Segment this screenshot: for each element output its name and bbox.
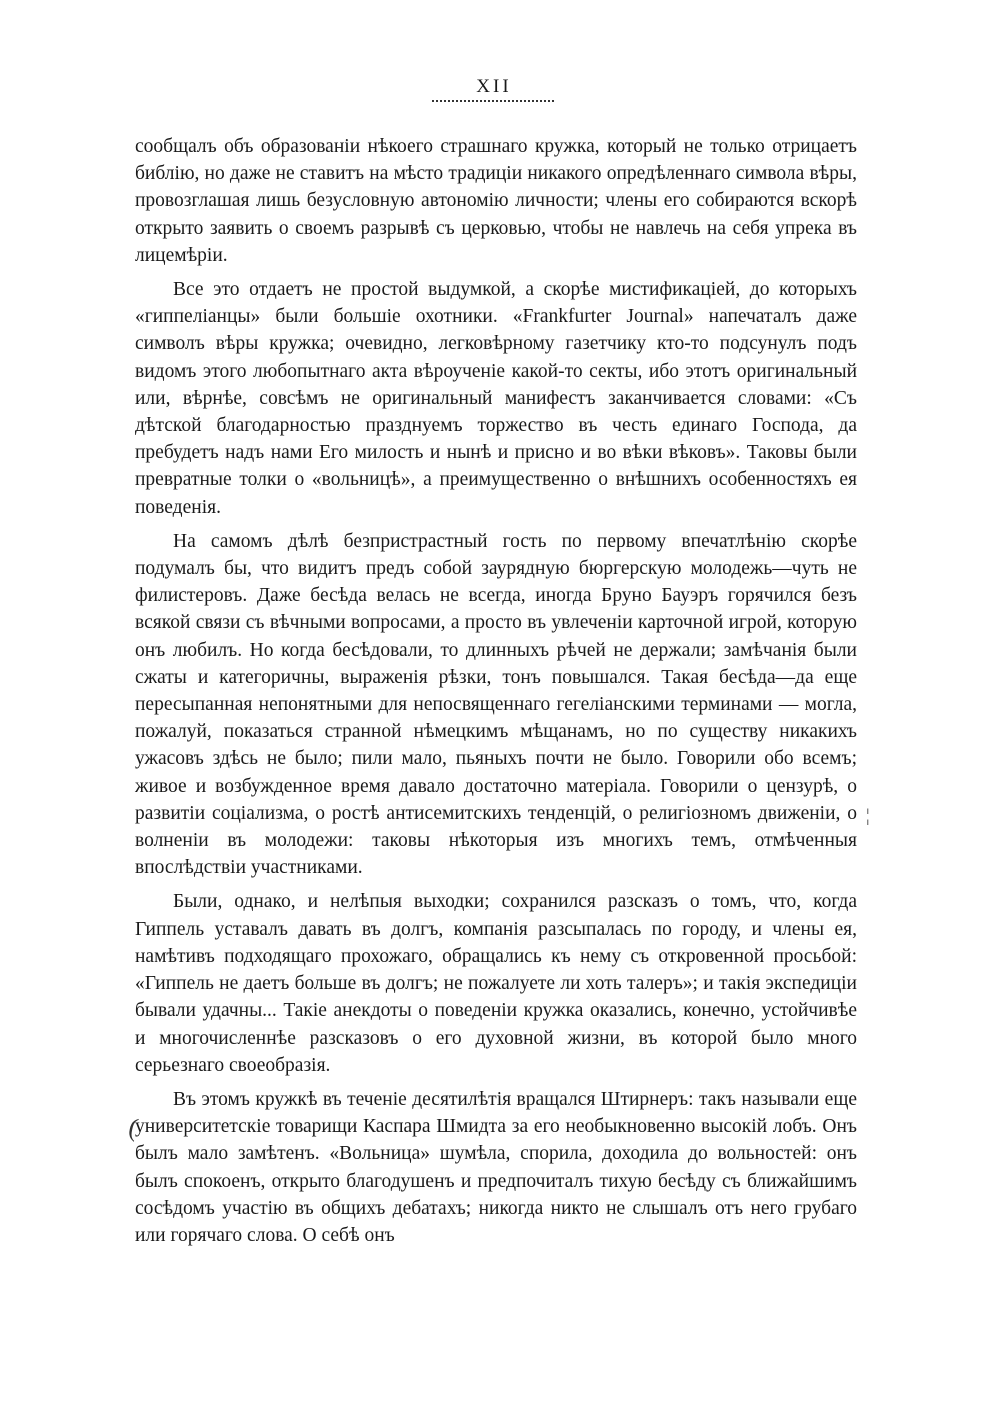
body-text [135, 133, 857, 1256]
paragraph-1: сообщалъ объ образованіи нѣкоего страшнаго кружка, который не только отрицаетъ библію, но даже не ставитъ на мѣсто традиціи никакого опредѣленнаго символа вѣры, провозглашая лишь безусловную автономію личности; члены его собираются вскорѣ открыто заявить о своемъ разрывѣ съ церковью, чтобы не навлечь на себя упрека въ лицемѣріи. [135, 136, 857, 266]
paragraph-5: Въ этомъ кружкѣ въ теченіе десятилѣтія вращался Штирнеръ: такъ называли еще университетскіе товарищи Каспара Шмидта за его необыкновенно высокій лобъ. Онъ былъ мало замѣтенъ. «Вольница» шумѣла, спорила, доходила до вольностей: онъ былъ спокоенъ, открыто благодушенъ и предпочиталъ тихую бесѣду съ ближайшимъ сосѣдомъ участію въ общихъ дебатахъ; никогда никто не слышалъ отъ него грубаго или горячаго слова. О себѣ онъ [135, 1088, 857, 1246]
margin-pencil-mark-left: ( [126, 1112, 141, 1143]
paragraph-3: На самомъ дѣлѣ безпристрастный гость по первому впечатлѣнію скорѣе подумалъ бы, что видитъ предъ собой заурядную бюргерскую молодежь—чуть не филистеровъ. Даже бесѣда велась не всегда, иногда Бруно Бауэръ горячился безъ всякой связи съ вѣчными вопросами, а просто въ увлеченіи карточной игрой, которую онъ любилъ. Но когда бесѣдовали, то длинныхъ рѣчей не держали; замѣчанія были сжаты и категоричны, выраженія рѣзки, тонъ повышался. Такая бесѣда—да еще пересыпанная непонятными для непосвященнаго гегеліанскими терминами — могла, пожалуй, показаться странной нѣмецкимъ мѣщанамъ, но по существу никакихъ ужасовъ здѣсь не было; пили мало, пьяныхъ почти не было. Говорили обо всемъ; живое и возбужденное время давало достаточно матеріала. Говорили о цензурѣ, о развитіи соціализма, о ростѣ антисемитскихъ тенденцій, о религіозномъ движеніи, о волненіи въ молодежи: таковы нѣкоторыя изъ многихъ темъ, отмѣченныя впослѣдствіи участниками. [135, 530, 857, 879]
header-dotted-rule [432, 100, 554, 102]
paragraph-4: Были, однако, и нелѣпыя выходки; сохранился разсказъ о томъ, что, когда Гиппель уставалъ давать въ долгъ, компанія разсыпалась по городу, и члены ея, намѣтивъ подходящаго прохожаго, обращались къ нему съ откровенной просьбой: «Гиппель не даетъ больше въ долгъ; не пожалуете ли хоть талеръ»; и такія экспедиціи бывали удачны... Такіе анекдоты о поведеніи кружка оказались, конечно, устойчивѣе и многочисленнѣе разсказовъ о его духовной жизни, въ которой было много серьезнаго своеобразія. [135, 891, 857, 1076]
paragraph-2: Все это отдаетъ не простой выдумкой, а скорѣе мистификаціей, до которыхъ «гиппеліанцы» были большіе охотники. «Frankfurter Journal» напечаталъ даже символъ вѣры кружка; очевидно, легковѣрному газетчику кто-то подсунулъ подъ видомъ этого любопытнаго акта вѣроученіе какой-то секты, ибо этотъ оригинальный или, вѣрнѣе, совсѣмъ не оригинальный манифестъ заканчивается словами: «Съ дѣтской благодарностью празднуемъ торжество въ честь единаго Господа, да пребудетъ надъ нами Его милость и нынѣ и присно и во вѣки вѣковъ». Таковы были превратные толки о «вольницѣ», а преимущественно о внѣшнихъ особенностяхъ ея поведенія. [135, 279, 857, 518]
margin-pencil-mark-right: ¦ [866, 805, 870, 825]
page-number: XII [476, 76, 512, 97]
